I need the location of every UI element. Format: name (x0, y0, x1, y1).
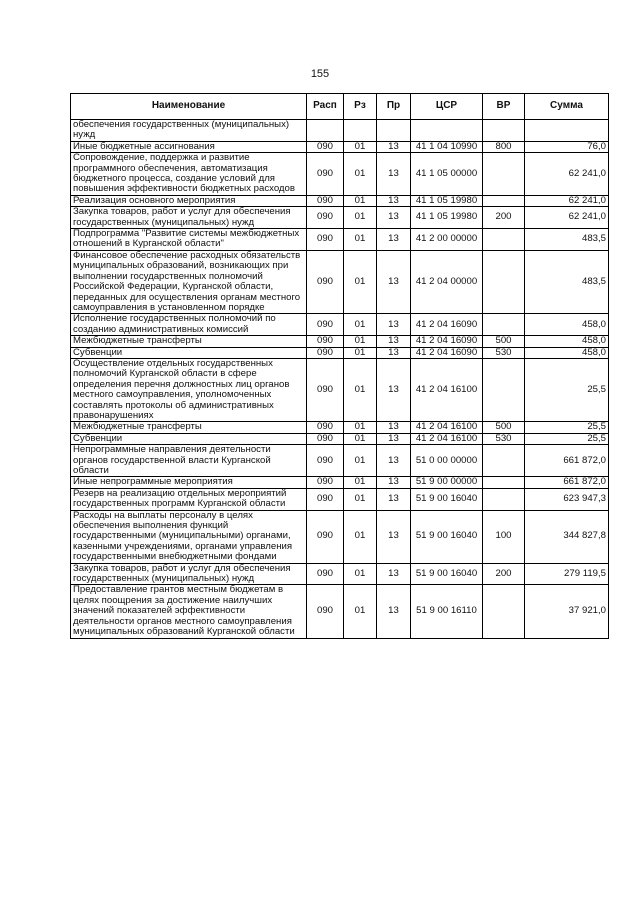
cell-vr (483, 488, 525, 510)
cell-rz: 01 (344, 314, 377, 336)
table-row (71, 141, 609, 152)
cell-name: Расходы на выплаты персоналу в целях обеспечения выполнения функций государственными (муниципальными) органами, казенными учреждениями, органами управления государственными внебюджетными фондами (71, 510, 307, 563)
cell-sum: 76,0 (525, 141, 609, 152)
cell-rasp: 090 (307, 336, 344, 347)
cell-name: Закупка товаров, работ и услуг для обеспечения государственных (муниципальных) нужд (71, 207, 307, 229)
cell-sum (525, 120, 609, 142)
header-csr: ЦСР (411, 94, 483, 120)
cell-vr: 500 (483, 422, 525, 433)
cell-name: Предоставление грантов местным бюджетам в целях поощрения за достижение наилучших значений показателей эффективности деятельности органов местного самоуправления муниципальных образований Курганской области (71, 585, 307, 638)
cell-name: Исполнение государственных полномочий по созданию административных комиссий (71, 314, 307, 336)
table-row (71, 314, 609, 336)
cell-pr: 13 (377, 433, 411, 444)
cell-rz: 01 (344, 358, 377, 421)
cell-rz: 01 (344, 510, 377, 563)
table-header-row (71, 94, 609, 120)
cell-rasp: 090 (307, 314, 344, 336)
cell-vr (483, 585, 525, 638)
cell-csr: 51 9 00 16110 (411, 585, 483, 638)
cell-name: Иные непрограммные мероприятия (71, 477, 307, 488)
table-row (71, 120, 609, 142)
table-row (71, 477, 609, 488)
cell-vr: 200 (483, 207, 525, 229)
cell-vr: 500 (483, 336, 525, 347)
cell-name: Финансовое обеспечение расходных обязательств муниципальных образований, возникающих при выполнении государственных полномочий Российской Федерации, Курганской области, переданных для осуществления органам местного самоуправления в установленном порядке (71, 250, 307, 313)
cell-rz: 01 (344, 336, 377, 347)
cell-vr (483, 250, 525, 313)
cell-rasp: 090 (307, 510, 344, 563)
cell-pr: 13 (377, 314, 411, 336)
cell-csr (411, 120, 483, 142)
cell-name: Межбюджетные трансферты (71, 336, 307, 347)
table-row (71, 195, 609, 206)
table-row (71, 422, 609, 433)
cell-sum: 37 921,0 (525, 585, 609, 638)
cell-pr (377, 120, 411, 142)
cell-rasp: 090 (307, 141, 344, 152)
cell-rasp: 090 (307, 153, 344, 196)
cell-csr: 41 2 00 00000 (411, 229, 483, 251)
cell-csr: 41 2 04 16100 (411, 433, 483, 444)
cell-pr: 13 (377, 422, 411, 433)
cell-rasp: 090 (307, 477, 344, 488)
cell-pr: 13 (377, 358, 411, 421)
cell-rasp: 090 (307, 195, 344, 206)
cell-rz (344, 120, 377, 142)
cell-name: Сопровождение, поддержка и развитие программного обеспечения, автоматизация бюджетного процесса, создание условий для повышения эффективности бюджетных расходов (71, 153, 307, 196)
cell-vr (483, 120, 525, 142)
cell-vr: 100 (483, 510, 525, 563)
header-rasp: Расп (307, 94, 344, 120)
cell-sum: 458,0 (525, 314, 609, 336)
cell-name: Межбюджетные трансферты (71, 422, 307, 433)
cell-vr (483, 153, 525, 196)
cell-name: Осуществление отдельных государственных полномочий Курганской области в сфере определения перечня должностных лиц органов местного самоуправления, уполномоченных составлять протоколы об административных правонарушениях (71, 358, 307, 421)
cell-sum: 458,0 (525, 347, 609, 358)
cell-pr: 13 (377, 229, 411, 251)
cell-pr: 13 (377, 445, 411, 477)
cell-csr: 41 1 05 19980 (411, 195, 483, 206)
cell-vr (483, 477, 525, 488)
cell-sum: 483,5 (525, 229, 609, 251)
cell-rasp: 090 (307, 207, 344, 229)
table-row (71, 250, 609, 313)
cell-rz: 01 (344, 445, 377, 477)
cell-name: обеспечения государственных (муниципальных) нужд (71, 120, 307, 142)
cell-rz: 01 (344, 347, 377, 358)
table-row (71, 153, 609, 196)
cell-rasp: 090 (307, 488, 344, 510)
cell-rasp: 090 (307, 585, 344, 638)
cell-csr: 41 1 05 19980 (411, 207, 483, 229)
cell-rasp: 090 (307, 229, 344, 251)
cell-rasp: 090 (307, 563, 344, 585)
cell-csr: 41 2 04 16100 (411, 358, 483, 421)
cell-vr: 800 (483, 141, 525, 152)
cell-rz: 01 (344, 250, 377, 313)
cell-sum: 458,0 (525, 336, 609, 347)
cell-vr: 530 (483, 347, 525, 358)
cell-rz: 01 (344, 488, 377, 510)
cell-rz: 01 (344, 477, 377, 488)
cell-csr: 41 1 04 10990 (411, 141, 483, 152)
cell-pr: 13 (377, 347, 411, 358)
cell-rz: 01 (344, 229, 377, 251)
cell-rz: 01 (344, 585, 377, 638)
cell-csr: 41 2 04 16090 (411, 347, 483, 358)
cell-rz: 01 (344, 153, 377, 196)
cell-rasp (307, 120, 344, 142)
cell-rasp: 090 (307, 347, 344, 358)
cell-name: Реализация основного мероприятия (71, 195, 307, 206)
cell-pr: 13 (377, 585, 411, 638)
cell-name: Непрограммные направления деятельности органов государственной власти Курганской области (71, 445, 307, 477)
cell-csr: 51 9 00 16040 (411, 488, 483, 510)
table-row (71, 347, 609, 358)
cell-csr: 51 9 00 16040 (411, 510, 483, 563)
cell-vr (483, 195, 525, 206)
page-number: 155 (310, 68, 330, 80)
header-name: Наименование (71, 94, 307, 120)
cell-sum: 483,5 (525, 250, 609, 313)
cell-name: Резерв на реализацию отдельных мероприятий государственных программ Курганской области (71, 488, 307, 510)
cell-rz: 01 (344, 195, 377, 206)
cell-vr (483, 358, 525, 421)
cell-csr: 51 0 00 00000 (411, 445, 483, 477)
cell-sum: 62 241,0 (525, 195, 609, 206)
cell-name: Закупка товаров, работ и услуг для обеспечения государственных (муниципальных) нужд (71, 563, 307, 585)
cell-rz: 01 (344, 207, 377, 229)
cell-pr: 13 (377, 477, 411, 488)
cell-pr: 13 (377, 563, 411, 585)
cell-pr: 13 (377, 207, 411, 229)
cell-sum: 344 827,8 (525, 510, 609, 563)
cell-rasp: 090 (307, 422, 344, 433)
cell-rasp: 090 (307, 433, 344, 444)
cell-sum: 25,5 (525, 422, 609, 433)
table-row (71, 488, 609, 510)
cell-pr: 13 (377, 336, 411, 347)
cell-sum: 661 872,0 (525, 477, 609, 488)
table-row (71, 336, 609, 347)
cell-vr (483, 445, 525, 477)
cell-sum: 623 947,3 (525, 488, 609, 510)
table-row (71, 358, 609, 421)
table-row (71, 207, 609, 229)
cell-pr: 13 (377, 141, 411, 152)
cell-rz: 01 (344, 422, 377, 433)
cell-rz: 01 (344, 433, 377, 444)
cell-rasp: 090 (307, 250, 344, 313)
table-row (71, 229, 609, 251)
cell-name: Субвенции (71, 347, 307, 358)
cell-rz: 01 (344, 563, 377, 585)
cell-rz: 01 (344, 141, 377, 152)
cell-sum: 25,5 (525, 358, 609, 421)
cell-pr: 13 (377, 250, 411, 313)
cell-pr: 13 (377, 488, 411, 510)
cell-name: Иные бюджетные ассигнования (71, 141, 307, 152)
table-row (71, 445, 609, 477)
header-vr: ВР (483, 94, 525, 120)
cell-vr: 530 (483, 433, 525, 444)
cell-name: Субвенции (71, 433, 307, 444)
cell-rasp: 090 (307, 358, 344, 421)
cell-pr: 13 (377, 195, 411, 206)
cell-csr: 51 9 00 00000 (411, 477, 483, 488)
cell-pr: 13 (377, 510, 411, 563)
cell-pr: 13 (377, 153, 411, 196)
cell-name: Подпрограмма "Развитие системы межбюджетных отношений в Курганской области" (71, 229, 307, 251)
cell-sum: 25,5 (525, 433, 609, 444)
cell-csr: 41 1 05 00000 (411, 153, 483, 196)
cell-csr: 41 2 04 16090 (411, 314, 483, 336)
cell-sum: 62 241,0 (525, 207, 609, 229)
cell-sum: 279 119,5 (525, 563, 609, 585)
cell-rasp: 090 (307, 445, 344, 477)
cell-csr: 41 2 04 00000 (411, 250, 483, 313)
cell-vr (483, 229, 525, 251)
table-row (71, 510, 609, 563)
cell-csr: 51 9 00 16040 (411, 563, 483, 585)
header-pr: Пр (377, 94, 411, 120)
header-rz: Рз (344, 94, 377, 120)
table-row (71, 433, 609, 444)
table-row (71, 585, 609, 638)
cell-csr: 41 2 04 16090 (411, 336, 483, 347)
cell-vr: 200 (483, 563, 525, 585)
cell-vr (483, 314, 525, 336)
cell-sum: 661 872,0 (525, 445, 609, 477)
table-row (71, 563, 609, 585)
cell-csr: 41 2 04 16100 (411, 422, 483, 433)
budget-table (70, 93, 609, 639)
header-sum: Сумма (525, 94, 609, 120)
cell-sum: 62 241,0 (525, 153, 609, 196)
